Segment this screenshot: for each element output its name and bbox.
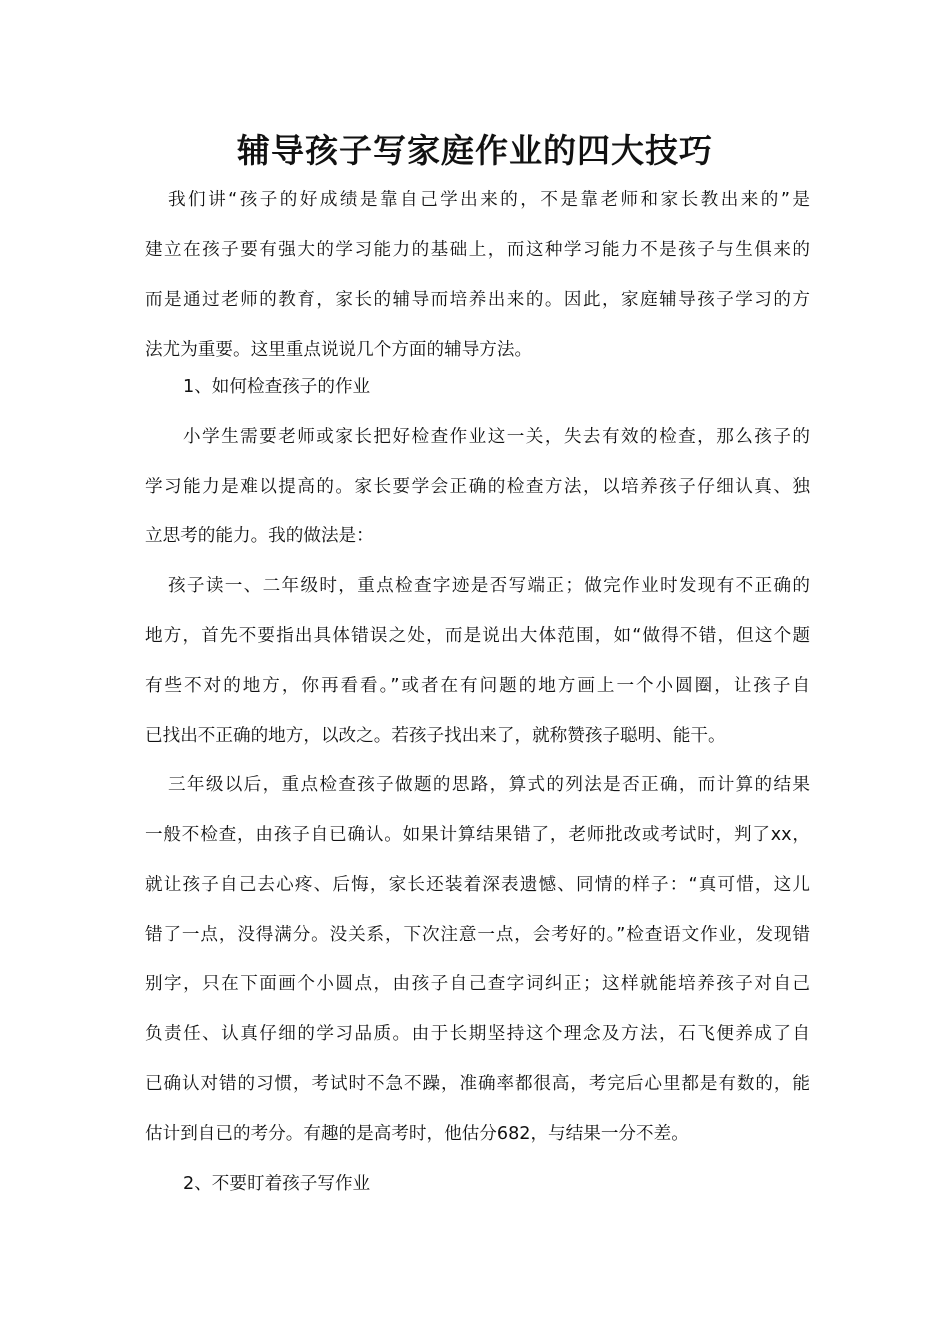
section-heading: 1、如何检查孩子的作业 (183, 377, 371, 397)
section-heading: 2、不要盯着孩子写作业 (183, 1174, 371, 1194)
paragraph-line: 已找出不正确的地方，以改之。若孩子找出来了，就称赞孩子聪明、能干。 (145, 726, 726, 746)
paragraph-line: 就让孩子自己去心疼、后悔，家长还装着深表遗憾、同情的样子：“真可惜，这儿 (145, 875, 810, 895)
paragraph-line: 三年级以后，重点检查孩子做题的思路，算式的列法是否正确，而计算的结果 (168, 775, 810, 795)
paragraph-line: 我们讲“孩子的好成绩是靠自己学出来的，不是靠老师和家长教出来的”是 (168, 190, 810, 210)
paragraph-line: 学习能力是难以提高的。家长要学会正确的检查方法，以培养孩子仔细认真、独 (145, 477, 810, 497)
paragraph-line: 孩子读一、二年级时，重点检查字迹是否写端正；做完作业时发现有不正确的 (168, 576, 810, 596)
paragraph-line: 一般不检查，由孩子自已确认。如果计算结果错了，老师批改或考试时，判了xx， (145, 825, 810, 845)
paragraph-line: 立思考的能力。我的做法是： (145, 526, 374, 546)
paragraph-line: 估计到自已的考分。有趣的是高考时，他估分682，与结果一分不差。 (145, 1124, 689, 1144)
paragraph-line: 小学生需要老师或家长把好检查作业这一关，失去有效的检查，那么孩子的 (183, 427, 810, 447)
paragraph-line: 负责任、认真仔细的学习品质。由于长期坚持这个理念及方法，石飞便养成了自 (145, 1024, 810, 1044)
paragraph-line: 法尤为重要。这里重点说说几个方面的辅导方法。 (145, 340, 533, 360)
paragraph-line: 错了一点，没得满分。没关系，下次注意一点，会考好的。”检查语文作业，发现错 (145, 925, 810, 945)
document-title: 辅导孩子写家庭作业的四大技巧 (237, 131, 713, 170)
paragraph-line: 地方，首先不要指出具体错误之处，而是说出大体范围，如“做得不错，但这个题 (145, 626, 810, 646)
paragraph-line: 别字，只在下面画个小圆点，由孩子自己查字词纠正；这样就能培养孩子对自己 (145, 974, 810, 994)
paragraph-line: 已确认对错的习惯，考试时不急不躁，准确率都很高，考完后心里都是有数的，能 (145, 1074, 810, 1094)
paragraph-line: 有些不对的地方，你再看看。”或者在有问题的地方画上一个小圆圈，让孩子自 (145, 676, 810, 696)
paragraph-line: 建立在孩子要有强大的学习能力的基础上，而这种学习能力不是孩子与生俱来的 (145, 240, 810, 260)
paragraph-line: 而是通过老师的教育，家长的辅导而培养出来的。因此，家庭辅导孩子学习的方 (145, 290, 810, 310)
